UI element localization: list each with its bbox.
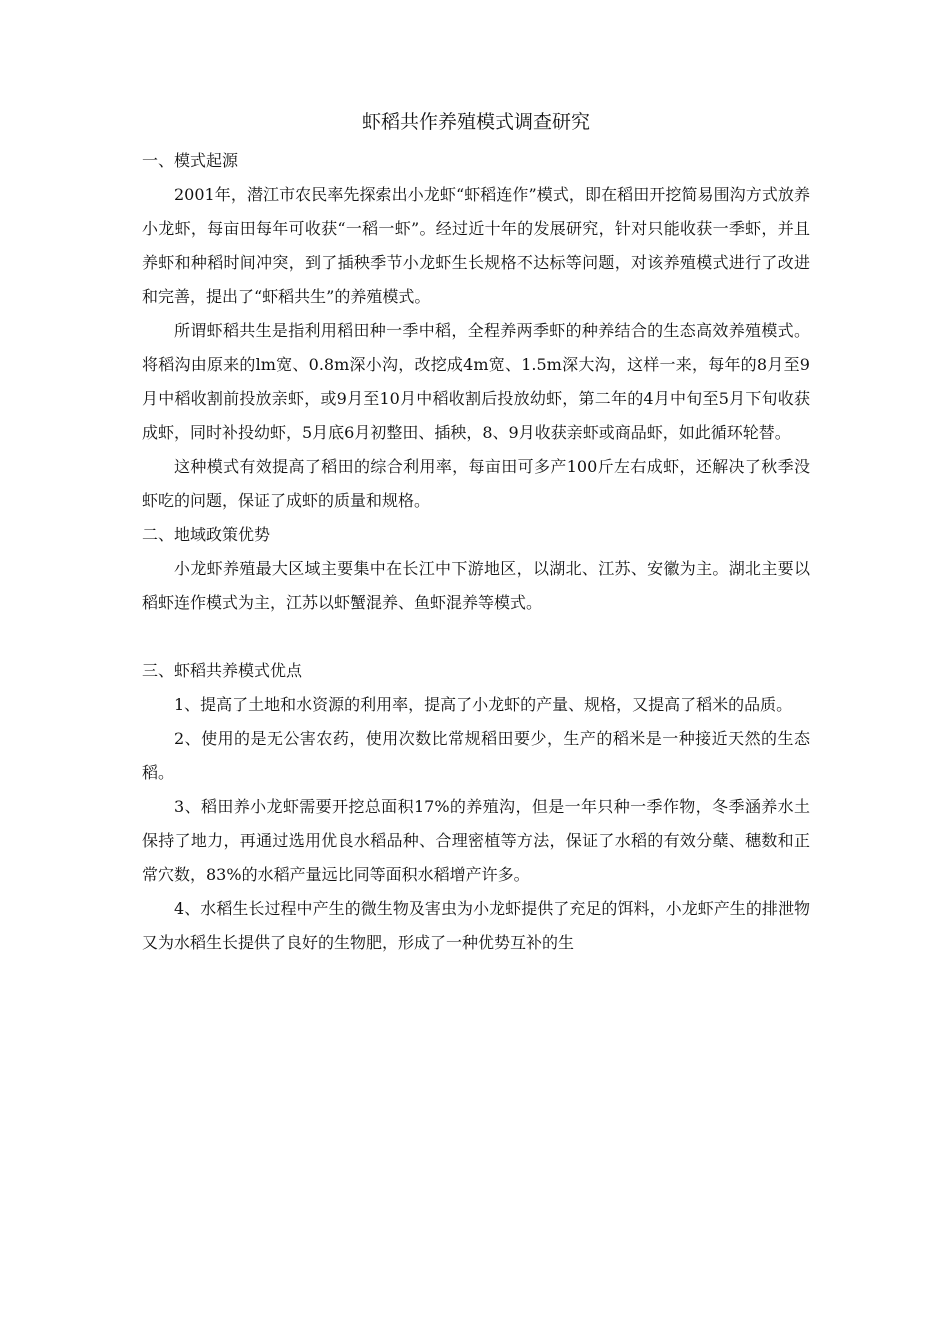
paragraph-symbiosis-definition: 所谓虾稻共生是指利用稻田种一季中稻，全程养两季虾的种养结合的生态高效养殖模式。将稻沟由原来的lm宽、0.8m深小沟，改挖成4m宽、1.5m深大沟，这样一来，每年的8月至9月中稻收割前投放亲虾，或9月至10月中稻收割后投放幼虾，第二年的4月中旬至5月下旬收获成虾，同时补投幼虾，5月底6月初整田、插秧，8、9月收获亲虾或商品虾，如此循环轮替。 bbox=[142, 321, 810, 442]
paragraph-advantage-1: 1、提高了土地和水资源的利用率，提高了小龙虾的产量、规格，又提高了稻米的品质。 bbox=[174, 695, 793, 714]
paragraph-advantage-4: 4、水稻生长过程中产生的微生物及害虫为小龙虾提供了充足的饵料，小龙虾产生的排泄物又为水稻生长提供了良好的生物肥，形成了一种优势互补的生 bbox=[142, 899, 810, 952]
section-heading-regional-policy: 二、地域政策优势 bbox=[142, 525, 271, 544]
section-heading-origin: 一、模式起源 bbox=[142, 151, 239, 170]
section-heading-advantages: 三、虾稻共养模式优点 bbox=[142, 661, 303, 680]
document-page bbox=[142, 108, 810, 960]
paragraph-advantage-2: 2、使用的是无公害农药，使用次数比常规稻田要少，生产的稻米是一种接近天然的生态稻。 bbox=[142, 729, 810, 782]
paragraph-regional-distribution: 小龙虾养殖最大区域主要集中在长江中下游地区，以湖北、江苏、安徽为主。湖北主要以稻虾连作模式为主，江苏以虾蟹混养、鱼虾混养等模式。 bbox=[142, 559, 810, 612]
blank-line bbox=[142, 620, 810, 654]
paragraph-advantage-3: 3、稻田养小龙虾需要开挖总面积17%的养殖沟，但是一年只种一季作物，冬季涵养水土保持了地力，再通过选用优良水稻品种、合理密植等方法，保证了水稻的有效分蘖、穗数和正常穴数，83%的水稻产量远比同等面积水稻增产许多。 bbox=[142, 797, 810, 884]
paragraph-mode-benefit: 这种模式有效提高了稻田的综合利用率，每亩田可多产100斤左右成虾，还解决了秋季没虾吃的问题，保证了成虾的质量和规格。 bbox=[142, 457, 810, 510]
paragraph-origin-history: 2001年，潜江市农民率先探索出小龙虾“虾稻连作”模式，即在稻田开挖简易围沟方式放养小龙虾，每亩田每年可收获“一稻一虾”。经过近十年的发展研究，针对只能收获一季虾，并且养虾和种稻时间冲突，到了插秧季节小龙虾生长规格不达标等问题，对该养殖模式进行了改进和完善，提出了“虾稻共生”的养殖模式。 bbox=[142, 185, 810, 306]
document-title: 虾稻共作养殖模式调查研究 bbox=[361, 111, 590, 133]
